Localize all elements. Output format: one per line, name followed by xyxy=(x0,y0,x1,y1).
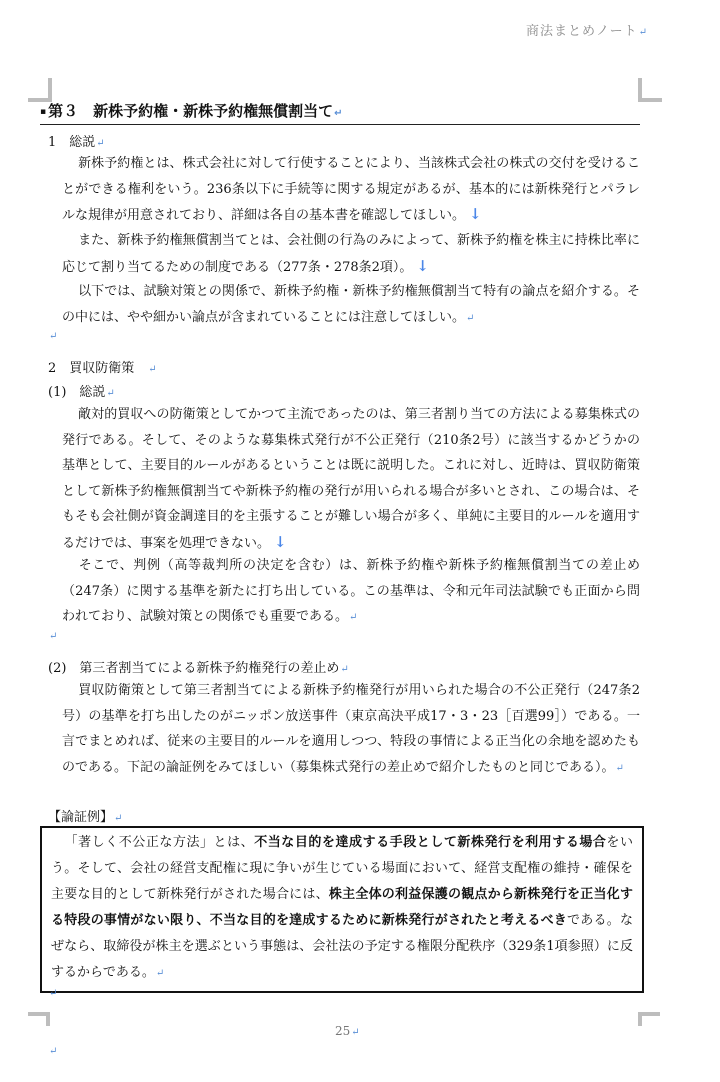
crop-mark-bottom-left xyxy=(28,1012,50,1026)
empty-paragraph-mark: ↵ xyxy=(49,1046,58,1057)
crop-mark-top-left xyxy=(28,78,52,102)
down-arrow-icon: ↓ xyxy=(469,205,482,223)
argument-example-box: 「著しく不公正な方法」とは、不当な目的を達成する手段として新株発行を利用する場合をいう。そして、会社の経営支配権に現に争いが生じている場面において、経営支配権の維持・確保を主要な目的として新株発行がされた場合には、株主全体の利益保護の観点から新株発行を正当化する特段の事情がない限り、不当な目的を達成するために新株発行がされたと考えるべきである。なぜなら、取締役が株主を選ぶという事態は、会社法の予定する権限分配秩序（329条1項参照）に反するからである。↵ xyxy=(40,826,644,993)
crop-mark-bottom-right xyxy=(638,1012,660,1026)
down-arrow-icon: ↓ xyxy=(416,256,429,275)
heading-bullet: ▪ xyxy=(40,106,47,117)
down-arrow-icon: ↓ xyxy=(274,532,287,551)
page-number: 25↵ xyxy=(335,1024,360,1038)
subsection-2-heading: (2) 第三者割当てによる新株予約権発行の差止め↵ xyxy=(48,661,349,676)
chapter-title: ▪ 第３ 新株予約権・新株予約権無償割当て↵ xyxy=(40,100,640,125)
section-1-paragraph-3: 以下では、試験対策との関係で、新株予約権・新株予約権無償割当て特有の論点を紹介する。その中には、やや細かい論点が含まれていることには注意してほしい。↵ xyxy=(62,284,640,325)
section-1-paragraph-2: また、新株予約権無償割当てとは、会社側の行為のみによって、新株予約権を株主に持株比率に応じて割り当てるための制度である（277条・278条2項）。 ↓ xyxy=(62,233,640,275)
section-1-heading: 1 総説↵ xyxy=(48,135,105,150)
argument-example-label: 【論証例】↵ xyxy=(48,810,123,825)
crop-mark-top-right xyxy=(638,78,662,102)
emphasis-text: 不当な目的を達成する手段として新株発行を利用する場合 xyxy=(254,835,607,850)
empty-paragraph-mark: ↵ xyxy=(49,988,58,999)
section-1-paragraph-1: 新株予約権とは、株式会社に対して行使することにより、当該株式会社の株式の交付を受けることができる権利をいう。236条以下に手続等に関する規定があるが、基本的には新株発行とパラレルな規律が用意されており、詳細は各自の基本書を確認してほしい。 ↓ xyxy=(62,156,640,223)
empty-paragraph-mark: ↵ xyxy=(49,331,58,342)
subsection-1-heading: (1) 総説↵ xyxy=(48,385,115,400)
section-2-heading: 2 買収防衛策 ↵ xyxy=(48,361,157,376)
subsection-2-paragraph-1: 買収防衛策として第三者割当てによる新株予約権発行が用いられた場合の不公正発行（247条2号）の基準を打ち出したのがニッポン放送事件（東京高決平成17・3・23［百選99］）である。一言でまとめれば、従来の主要目的ルールを適用しつつ、特段の事情による正当化の余地を認めたものである。下記の論証例をみてほしい（募集株式発行の差止めで紹介したものと同じである）。↵ xyxy=(62,683,640,775)
subsection-1-paragraph-1: 敵対的買収への防衛策としてかつて主流であったのは、第三者割り当ての方法による募集株式の発行である。そして、そのような募集株式発行が不公正発行（210条2号）に該当するかどうかの基準として、主要目的ルールがあるということは既に説明した。これに対し、近時は、買収防衛策として新株予約権無償割当てや新株予約権の発行が用いられる場合が多いとされ、この場合は、そもそも会社側が資金調達目的を主張することが難しい場合が多く、単純に主要目的ルールを適用するだけでは、事案を処理できない。 ↓ xyxy=(62,407,640,551)
emphasis-text: 株主全体の利益保護の観点から新株発行を正当化する特段の事情がない限り、不当な目的を達成するために新株発行がされたと考えるべき xyxy=(51,887,633,928)
paragraph-mark: ↵ xyxy=(638,27,648,38)
subsection-1-paragraph-2: そこで、判例（高等裁判所の決定を含む）は、新株予約権や新株予約権無償割当ての差止め（247条）に関する基準を新たに打ち出している。この基準は、令和元年司法試験でも正面から問われており、試験対策との関係でも重要である。↵ xyxy=(62,558,640,624)
running-header: 商法まとめノート↵ xyxy=(525,24,648,39)
empty-paragraph-mark: ↵ xyxy=(49,631,58,642)
